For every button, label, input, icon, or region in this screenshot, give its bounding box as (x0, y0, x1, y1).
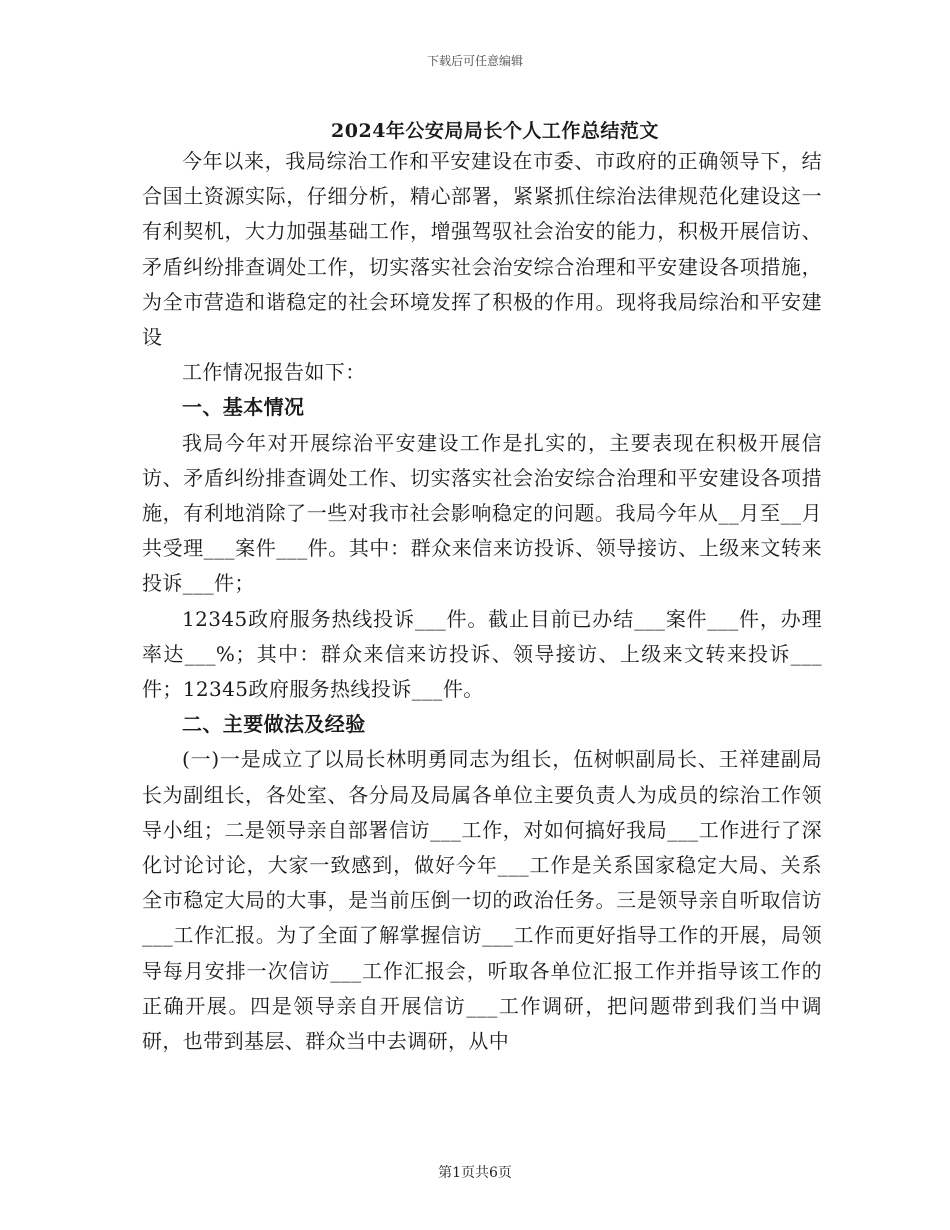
section-heading-basic: 一、基本情况 (182, 395, 305, 420)
page-number: 第1页共6页 (438, 1165, 512, 1181)
header-note: 下载后可任意编辑 (426, 54, 523, 68)
paragraph-intro: 今年以来，我局综治工作和平安建设在市委、市政府的正确领导下，结合国土资源实际，仔细分析，精心部署，紧紧抓住综治法律规范化建设这一有利契机，大力加强基础工作，增强驾驭社会治安的能力，积极开展信访、矛盾纠纷排查调处工作，切实落实社会治安综合治理和平安建设各项措施，为全市营造和谐稳定的社会环境发挥了积极的作用。现将我局综治和平安建设 (142, 149, 822, 350)
paragraph-hotline: 12345政府服务热线投诉___件。截止目前已办结___案件___件，办理率达___%；其中：群众来信来访投诉、领导接访、上级来文转来投诉___件；12345政府服务热线投诉___件。 (142, 606, 822, 702)
section-heading-practices: 二、主要做法及经验 (182, 712, 366, 737)
document-title: 2024年公安局局长个人工作总结范文 (331, 120, 659, 142)
document-body (142, 144, 822, 1059)
paragraph-report-lead: 工作情况报告如下： (182, 360, 366, 385)
paragraph-basic-situation: 我局今年对开展综治平安建设工作是扎实的，主要表现在积极开展信访、矛盾纠纷排查调处工作、切实落实社会治安综合治理和平安建设各项措施，有利地消除了一些对我市社会影响稳定的问题。我局今年从__月至__月共受理___案件___件。其中：群众来信来访投诉、领导接访、上级来文转来投诉___件； (142, 430, 822, 596)
paragraph-practices: (一)一是成立了以局长林明勇同志为组长，伍树帜副局长、王祥建副局长为副组长，各处室、各分局及局属各单位主要负责人为成员的综治工作领导小组；二是领导亲自部署信访___工作，对如何搞好我局___工作进行了深化讨论讨论，大家一致感到，做好今年___工作是关系国家稳定大局、关系全市稳定大局的大事，是当前压倒一切的政治任务。三是领导亲自听取信访___工作汇报。为了全面了解掌握信访___工作而更好指导工作的开展，局领导每月安排一次信访___工作汇报会，听取各单位汇报工作并指导该工作的正确开展。四是领导亲自开展信访___工作调研，把问题带到我们当中调研，也带到基层、群众当中去调研，从中 (142, 747, 822, 1054)
